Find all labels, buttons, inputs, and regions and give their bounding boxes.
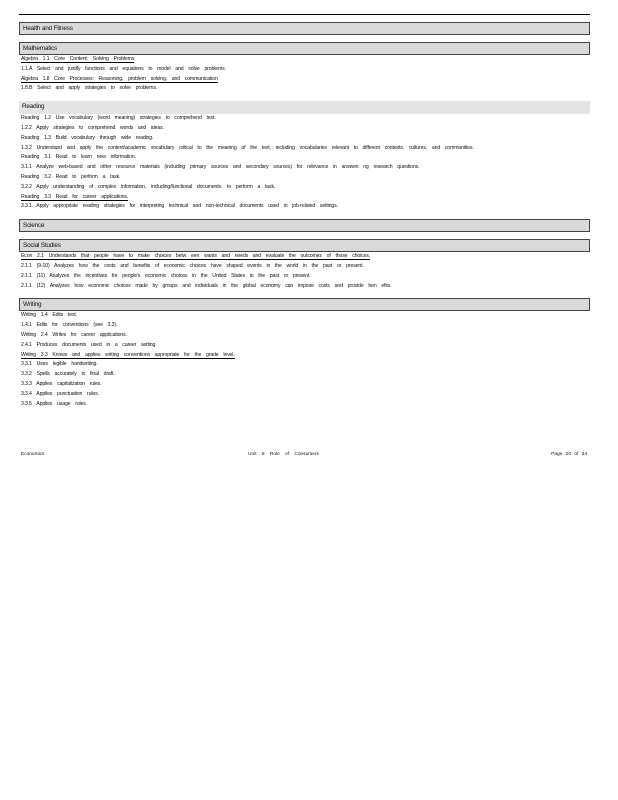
section-header-health: Health and Fitness	[19, 22, 590, 35]
standard-item: 3.3.4 Applies punctuation rules.	[21, 390, 99, 397]
standard-item: 1.4.1 Edits for conventions (see 3.3).	[21, 322, 118, 329]
section-header-social-studies: Social Studies	[19, 239, 590, 252]
top-rule	[19, 14, 590, 15]
standard-item: 2.1.1 (11) Analyzes the incentives for people's economic choices in the United States in the past or present.	[21, 272, 311, 279]
standard-item: 3.1.1 Analyze web-based and other resource materials (including primary sources and secondary sources) for relevance in answeri ng research questions.	[21, 164, 420, 171]
standard-item: 1.8.B Select and apply strategies to solve problems.	[21, 85, 158, 92]
standard-heading: Reading 3.2 Read to perform a task.	[21, 173, 121, 180]
standard-item: 1.2.2 Apply strategies to comprehend words and ideas.	[21, 124, 164, 131]
page-footer	[21, 452, 587, 460]
standard-item: 2.1.1 (9-10) Analyzes how the costs and benefits of economic choices have shaped events in the world in the past or present.	[21, 262, 364, 269]
standard-heading: Reading 3.3 Read for career applications.	[21, 193, 129, 200]
standard-heading: Writing 2.4 Writes for career applications.	[21, 331, 127, 338]
footer-unit: Unit 8 Role of Consumers	[248, 452, 319, 457]
section-header-science: Science	[19, 219, 590, 232]
standard-heading: Algebra 1.8 Core Processes: Reasoning, problem solving, and communication	[21, 75, 218, 82]
standard-item: 1.1.A Select and justify functions and equations to model and solve problems.	[21, 65, 226, 72]
section-reading	[19, 101, 590, 212]
section-header-reading: Reading	[19, 101, 590, 114]
footer-page-number: Page 20 of 34	[551, 452, 587, 457]
section-science	[19, 219, 590, 232]
standard-item: 3.2.2 Apply understanding of complex information, including/functional documents. to perform a task.	[21, 183, 276, 190]
standard-heading: Econ 2.1 Understands that people have to make choices betw een wants and needs and evaluate the outcomes of those choices.	[21, 253, 371, 260]
standard-item: 3.3.2 Spells accurately in final draft.	[21, 371, 115, 378]
standard-heading: Reading 1.2 Use vocabulary (word meaning) strategies to comprehend text.	[21, 115, 216, 122]
section-header-writing: Writing	[19, 298, 590, 311]
standard-item: 2.1.1 (12) Analyzes how economic choices made by groups and individuals in the global economy can impose costs and provide ben efits.	[21, 282, 392, 289]
standard-item: 3.3.1 Uses legible handwriting.	[21, 361, 98, 368]
standard-item: 2.4.1 Produces documents used in a career setting.	[21, 341, 157, 348]
standard-heading: Reading 1.3 Build vocabulary through wide reading.	[21, 134, 154, 141]
standards-document	[19, 22, 590, 409]
standard-heading: Writing 3.3 Knows and applies writing conventions appropriate for the grade level.	[21, 351, 235, 358]
section-mathematics	[19, 42, 590, 94]
standard-item: 3.3.1 Apply appropriate reading strategies for interpreting technical and non-technical documents used in job-related settings.	[21, 203, 338, 210]
standard-item: 1.3.2 Understand and apply the content/academic vocabulary critical to the meaning of the text, including vocabularies relevant to different contexts, cultures, and communities.	[21, 144, 474, 151]
section-health-fitness	[19, 22, 590, 35]
section-social-studies	[19, 239, 590, 291]
standard-heading: Algebra 1.1 Core Content: Solving Problems	[21, 56, 135, 62]
standard-item: 3.3.3 Applies capitalization rules.	[21, 380, 102, 387]
standard-item: 3.3.5 Applies usage rules.	[21, 400, 88, 407]
standard-heading: Writing 1.4 Edits text.	[21, 312, 77, 319]
section-header-mathematics: Mathematics	[19, 42, 590, 55]
section-writing	[19, 298, 590, 409]
standard-heading: Reading 3.1 Read to learn new information.	[21, 154, 136, 161]
footer-course: Economics	[21, 452, 45, 457]
